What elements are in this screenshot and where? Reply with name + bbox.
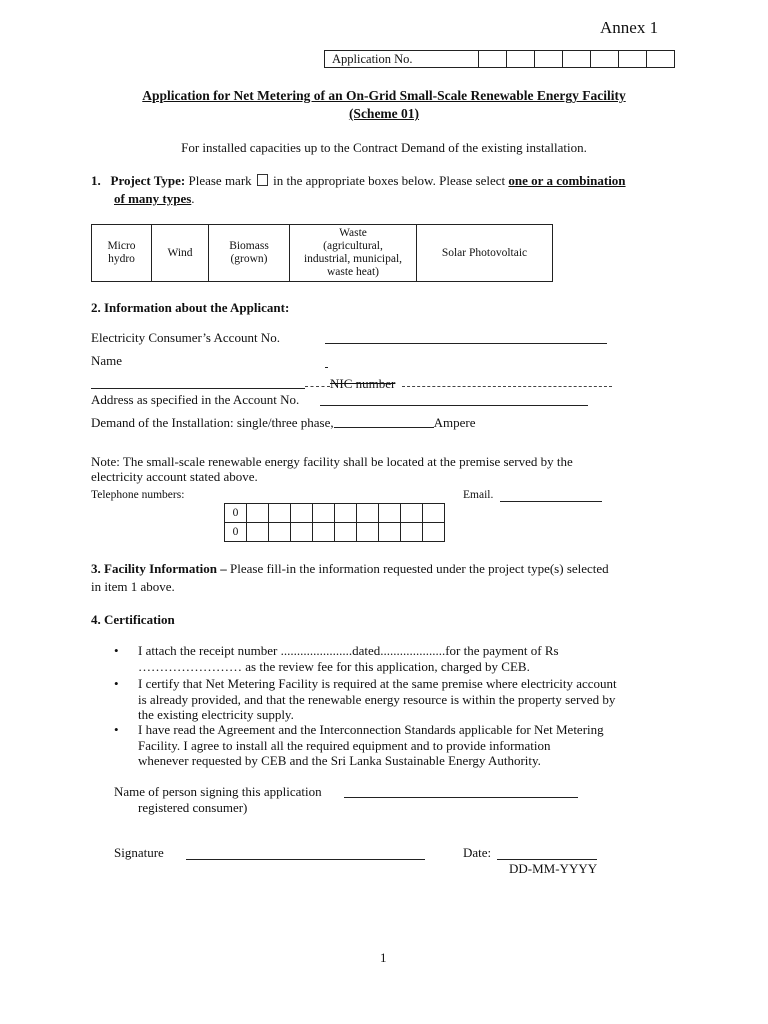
address-input-line[interactable]: [320, 405, 588, 406]
project-type-label: waste heat): [326, 266, 380, 278]
project-type-biomass[interactable]: [209, 225, 290, 282]
demand-input-line[interactable]: [334, 415, 434, 428]
telephone-prefix: 0: [225, 523, 247, 542]
certification-text: I have read the Agreement and the Interconnection Standards applicable for Net Metering: [138, 722, 604, 737]
demand-label-a: Demand of the Installation: single/three phase,: [91, 415, 334, 430]
signer-input-line[interactable]: [344, 797, 578, 798]
telephone-digit-cell[interactable]: [335, 523, 357, 542]
application-number-cell[interactable]: [619, 51, 647, 68]
section-3-line-1: [91, 561, 609, 577]
telephone-prefix: 0: [225, 504, 247, 523]
bullet-icon: •: [114, 676, 119, 691]
telephone-digit-cell[interactable]: [401, 504, 423, 523]
project-type-label: Waste: [339, 227, 367, 239]
project-type-wind[interactable]: [152, 225, 209, 282]
telephone-digit-cell[interactable]: [379, 523, 401, 542]
telephone-digit-cell[interactable]: [423, 504, 445, 523]
email-label: Email.: [463, 489, 494, 501]
project-type-label: industrial, municipal,: [303, 253, 403, 265]
certification-text: I certify that Net Metering Facility is required at the same premise where electricity account: [138, 676, 617, 691]
date-format: DD-MM-YYYY: [509, 861, 598, 876]
form-title: Application for Net Metering of an On-Grid Small-Scale Renewable Energy Facility: [142, 88, 626, 103]
telephone-digit-cell[interactable]: [335, 504, 357, 523]
page-number: 1: [380, 950, 387, 965]
certification-text: the existing electricity supply.: [138, 707, 294, 722]
section-1-intro: [91, 173, 626, 189]
section-1-intro-cont: [114, 191, 195, 207]
telephone-digit-cell[interactable]: [247, 523, 269, 542]
project-type-label: Biomass: [229, 240, 269, 252]
project-type-label: Wind: [167, 246, 193, 259]
nic-label: NIC number: [330, 376, 396, 391]
account-label: Electricity Consumer’s Account No.: [91, 330, 280, 345]
certification-item-agreement: [138, 722, 660, 769]
project-type-label: (agricultural,: [323, 240, 383, 252]
telephone-grid: [224, 503, 445, 542]
telephone-digit-cell[interactable]: [357, 504, 379, 523]
section-1-text-b: in the appropriate boxes below. Please select: [273, 173, 506, 188]
project-type-label: hydro: [108, 253, 135, 265]
account-input-line[interactable]: [325, 343, 607, 344]
section-2-heading: 2. Information about the Applicant:: [91, 300, 290, 315]
signer-note: registered consumer): [138, 800, 248, 815]
section-1-text-a: Please mark: [188, 173, 252, 188]
telephone-digit-cell[interactable]: [357, 523, 379, 542]
email-input-line[interactable]: [500, 501, 602, 502]
date-input-line[interactable]: [497, 859, 597, 860]
certification-item-premise: [138, 676, 660, 723]
certification-text: whenever requested by CEB and the Sri Lanka Sustainable Energy Authority.: [138, 753, 541, 768]
certification-text: is already provided, and that the renewable energy resource is within the property served by: [138, 691, 616, 707]
project-type-solar[interactable]: [417, 225, 553, 282]
telephone-digit-cell[interactable]: [401, 523, 423, 542]
application-number-cell[interactable]: [535, 51, 563, 68]
bullet-icon: •: [114, 643, 119, 658]
project-type-waste[interactable]: [290, 225, 417, 282]
certification-text: Facility. I agree to install all the required equipment and to provide information: [138, 737, 551, 753]
form-scheme: (Scheme 01): [348, 106, 420, 121]
demand-label-b: Ampere: [433, 415, 476, 430]
address-label: Address as specified in the Account No.: [91, 392, 300, 407]
application-number-label: Application No.: [325, 51, 479, 68]
name-input-tick: [325, 367, 328, 368]
telephone-digit-cell[interactable]: [291, 504, 313, 523]
section-3-text: Please fill-in the information requested under the project type(s) selected: [230, 561, 609, 576]
telephone-digit-cell[interactable]: [423, 523, 445, 542]
name-input-line[interactable]: [91, 388, 305, 389]
nic-input-line[interactable]: [402, 386, 612, 387]
annex-label: Annex 1: [600, 18, 659, 37]
telephone-digit-cell[interactable]: [379, 504, 401, 523]
application-number-cell[interactable]: [647, 51, 675, 68]
section-1-heading: Project Type:: [110, 173, 186, 188]
project-type-label: Micro: [107, 240, 136, 252]
telephone-digit-cell[interactable]: [269, 504, 291, 523]
date-label: Date:: [463, 845, 492, 860]
application-number-cell[interactable]: [507, 51, 535, 68]
application-number-cell[interactable]: [563, 51, 591, 68]
section-1-emphasis-a: one or a combination: [508, 173, 626, 188]
certification-item-receipt: [138, 643, 660, 674]
note-line-2: electricity account stated above.: [91, 469, 258, 484]
project-type-micro-hydro[interactable]: [92, 225, 152, 282]
signature-label: Signature: [114, 845, 164, 860]
telephone-label: Telephone numbers:: [91, 489, 185, 501]
project-type-label: (grown): [230, 253, 268, 265]
certification-text: …………………… as the review fee for this application, charged by CEB.: [138, 658, 530, 674]
certification-text: I attach the receipt number ......................dated....................for the payment of Rs: [138, 643, 559, 658]
note-line-1: Note: The small-scale renewable energy facility shall be located at the premise served by the: [91, 454, 573, 469]
bullet-icon: •: [114, 722, 119, 737]
section-1-period: .: [191, 191, 195, 206]
project-type-table: [91, 224, 553, 282]
demand-label: [91, 415, 475, 431]
telephone-digit-cell[interactable]: [269, 523, 291, 542]
form-subtitle: For installed capacities up to the Contract Demand of the existing installation.: [181, 140, 587, 155]
nic-dash-lead: [305, 386, 330, 387]
signature-input-line[interactable]: [186, 859, 425, 860]
signer-label: Name of person signing this application: [114, 784, 322, 799]
section-1-number: 1.: [91, 173, 101, 188]
section-4-heading: 4. Certification: [91, 612, 175, 627]
section-1-emphasis-b: of many types: [114, 191, 192, 206]
telephone-digit-cell[interactable]: [291, 523, 313, 542]
section-3-line-2: in item 1 above.: [91, 579, 175, 594]
application-number-cell[interactable]: [479, 51, 507, 68]
telephone-digit-cell[interactable]: [313, 523, 335, 542]
application-number-cell[interactable]: [591, 51, 619, 68]
checkbox-icon: [257, 174, 268, 186]
section-3-heading: 3. Facility Information –: [91, 561, 227, 576]
project-type-label: Solar Photovoltaic: [441, 246, 528, 259]
name-label: Name: [91, 353, 123, 368]
telephone-digit-cell[interactable]: [247, 504, 269, 523]
application-number-box: [324, 50, 675, 68]
telephone-digit-cell[interactable]: [313, 504, 335, 523]
